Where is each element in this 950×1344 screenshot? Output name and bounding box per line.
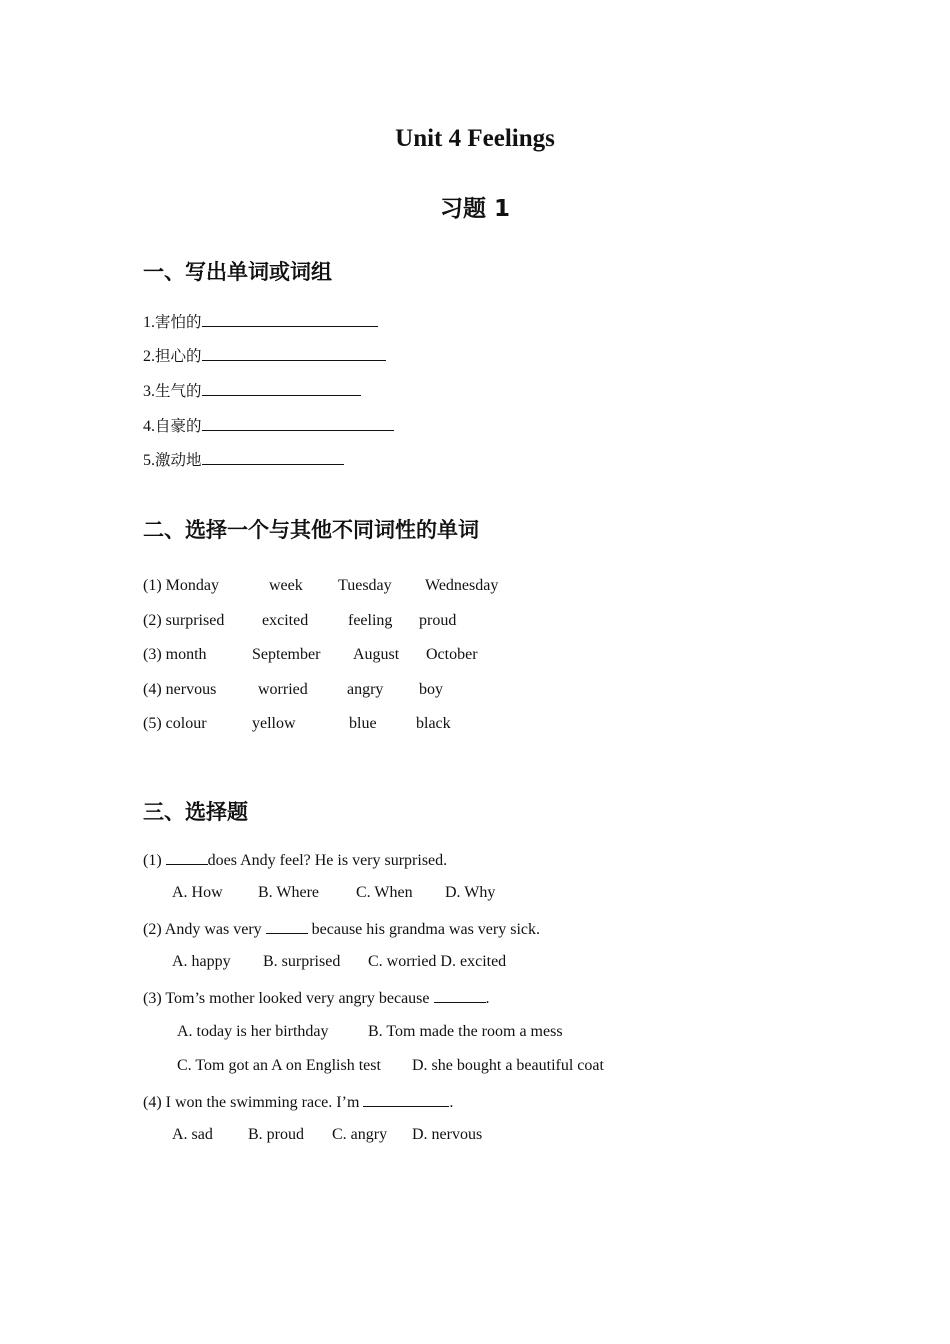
answer-blank[interactable]: [202, 416, 394, 431]
word-cell: black: [416, 715, 451, 732]
option-c[interactable]: C. Tom got an A on English test: [177, 1057, 381, 1074]
word-cell: angry: [347, 681, 384, 698]
answer-blank[interactable]: [266, 919, 308, 934]
option-d[interactable]: D. she bought a beautiful coat: [412, 1057, 604, 1074]
question-text: (2) Andy was very: [143, 921, 266, 938]
option-a[interactable]: A. How: [172, 884, 223, 901]
answer-blank[interactable]: [202, 381, 361, 396]
question-text: (3) Tom’s mother looked very angry because: [143, 990, 434, 1007]
answer-blank[interactable]: [202, 346, 386, 361]
question-4: [143, 1092, 453, 1112]
word-cell: proud: [419, 612, 457, 629]
item-chinese: 担心的: [155, 347, 202, 365]
item-number: 3.: [143, 383, 155, 400]
section2-heading: 二、选择一个与其他不同词性的单词: [143, 518, 479, 542]
vocab-item: [143, 379, 361, 401]
question-1: [143, 850, 447, 870]
item-chinese: 自豪的: [155, 417, 202, 435]
option-a[interactable]: A. happy: [172, 953, 231, 970]
answer-blank[interactable]: [202, 450, 344, 465]
word-cell: feeling: [348, 612, 393, 629]
item-number: 5.: [143, 452, 155, 469]
item-chinese: 生气的: [155, 382, 202, 400]
answer-blank[interactable]: [202, 312, 378, 327]
option-a[interactable]: A. today is her birthday: [177, 1023, 329, 1040]
option-b[interactable]: B. proud: [248, 1126, 304, 1143]
word-cell: yellow: [252, 715, 296, 732]
page-title: Unit 4 Feelings: [395, 125, 555, 152]
answer-blank[interactable]: [434, 988, 486, 1003]
vocab-item: [143, 310, 378, 332]
word-cell: Wednesday: [425, 577, 499, 594]
question-2: [143, 919, 540, 939]
question-text: because his grandma was very sick.: [307, 921, 541, 938]
page-subtitle: 习题 1: [439, 196, 510, 222]
section1-heading: 一、写出单词或词组: [143, 260, 332, 284]
word-cell: excited: [262, 612, 309, 629]
question-text: does Andy feel? He is very surprised.: [207, 852, 448, 869]
word-cell: August: [353, 646, 400, 663]
word-cell: boy: [419, 681, 443, 698]
word-cell: October: [426, 646, 478, 663]
question-text: .: [485, 990, 490, 1007]
section3-heading: 三、选择题: [143, 800, 248, 824]
item-number: 2.: [143, 348, 155, 365]
option-c-d[interactable]: C. worried D. excited: [368, 953, 507, 970]
option-b[interactable]: B. Where: [258, 884, 320, 901]
option-b[interactable]: B. Tom made the room a mess: [368, 1023, 563, 1040]
item-chinese: 害怕的: [155, 313, 202, 331]
word-cell: week: [269, 577, 303, 594]
word-cell: (1) Monday: [143, 577, 219, 594]
word-cell: worried: [258, 681, 308, 698]
option-b[interactable]: B. surprised: [263, 953, 341, 970]
word-cell: (2) surprised: [143, 612, 225, 629]
answer-blank[interactable]: [166, 850, 208, 865]
word-cell: Tuesday: [338, 577, 392, 594]
word-cell: (5) colour: [143, 715, 207, 732]
word-cell: blue: [349, 715, 377, 732]
option-c[interactable]: C. When: [356, 884, 413, 901]
question-3: [143, 988, 490, 1008]
answer-blank[interactable]: [363, 1092, 449, 1107]
word-cell: (4) nervous: [143, 681, 217, 698]
vocab-item: [143, 344, 386, 366]
option-a[interactable]: A. sad: [172, 1126, 213, 1143]
word-cell: September: [252, 646, 321, 663]
option-c[interactable]: C. angry: [332, 1126, 388, 1143]
item-number: 4.: [143, 418, 155, 435]
vocab-item: [143, 414, 394, 436]
item-number: 1.: [143, 314, 155, 331]
item-chinese: 激动地: [155, 451, 202, 469]
question-text: (4) I won the swimming race. I’m: [143, 1094, 364, 1111]
question-text: (1): [143, 852, 166, 869]
word-cell: (3) month: [143, 646, 207, 663]
vocab-item: [143, 448, 344, 470]
question-text: .: [449, 1094, 454, 1111]
option-d[interactable]: D. Why: [445, 884, 496, 901]
option-d[interactable]: D. nervous: [412, 1126, 483, 1143]
